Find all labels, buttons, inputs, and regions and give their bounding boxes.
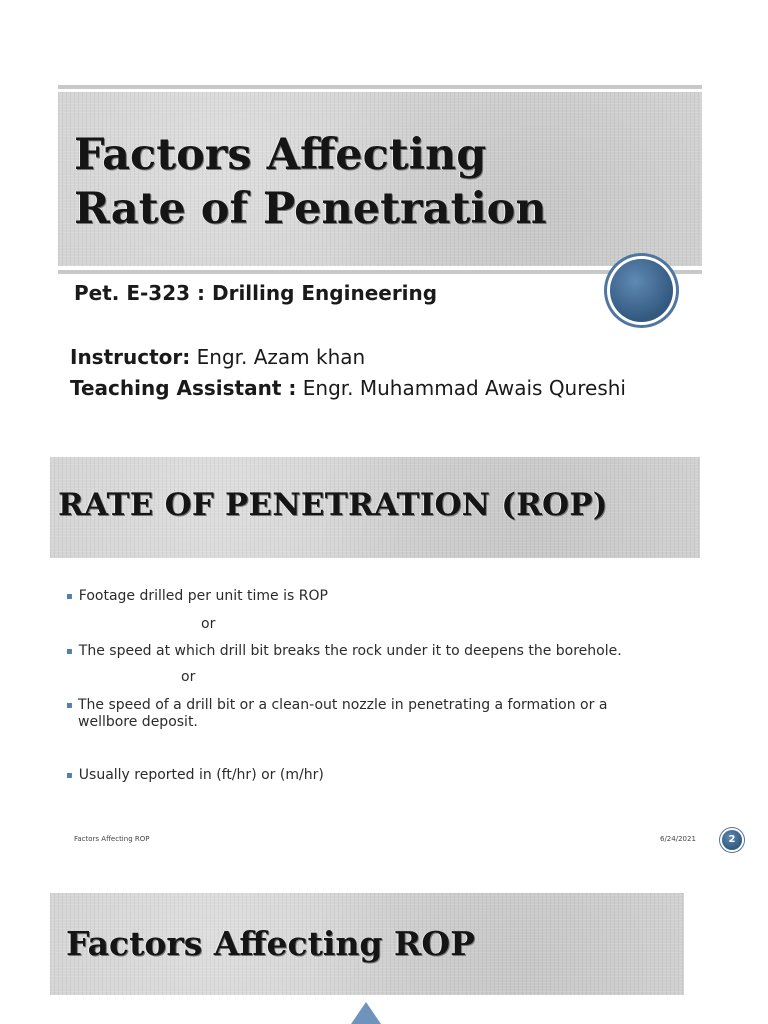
ta-line <box>70 376 626 400</box>
ta-name: Engr. Muhammad Awais Qureshi <box>302 376 626 400</box>
bullet-square-icon: ▪ <box>66 770 73 781</box>
rop-title-banner <box>50 457 700 558</box>
title-banner <box>58 92 702 266</box>
factors-slide-title: Factors Affecting ROP <box>66 924 475 963</box>
or-separator: or <box>201 616 216 632</box>
slide-title-line-2: Rate of Penetration <box>74 184 547 234</box>
slide-title-line-1: Factors Affecting <box>74 130 487 180</box>
title-bottom-rule <box>58 270 702 274</box>
page-number-badge <box>722 830 742 850</box>
bullet-item-4 <box>66 767 324 784</box>
bullet-text: The speed at which drill bit breaks the rock under it to deepens the borehole. <box>78 643 622 659</box>
ta-label: Teaching Assistant : <box>70 376 297 400</box>
bullet-text: The speed of a drill bit or a clean-out nozzle in penetrating a formation or a wellbore deposit. <box>78 697 608 730</box>
bullet-square-icon: ▪ <box>66 591 73 602</box>
bullet-item-3 <box>66 697 646 731</box>
instructor-name: Engr. Azam khan <box>196 345 366 369</box>
bullet-square-icon: ▪ <box>66 646 73 657</box>
footer-date: 6/24/2021 <box>660 835 696 843</box>
course-subtitle: Pet. E-323 : Drilling Engineering <box>74 281 438 305</box>
bullet-square-icon: ▪ <box>66 700 73 711</box>
bullet-text: Usually reported in (ft/hr) or (m/hr) <box>78 767 324 783</box>
title-top-rule <box>58 85 702 89</box>
instructor-line <box>70 345 365 369</box>
triangle-icon <box>351 1002 381 1024</box>
bullet-item-1 <box>66 588 328 605</box>
footer-title: Factors Affecting ROP <box>74 835 150 843</box>
bullet-text: Footage drilled per unit time is ROP <box>78 588 328 604</box>
decorative-circle <box>610 259 673 322</box>
bullet-item-2 <box>66 643 622 660</box>
instructor-label: Instructor: <box>70 345 191 369</box>
rop-slide-title: RATE OF PENETRATION (ROP) <box>58 487 608 523</box>
page-number: 2 <box>728 834 736 845</box>
or-separator: or <box>181 669 196 685</box>
factors-title-banner <box>50 893 684 995</box>
